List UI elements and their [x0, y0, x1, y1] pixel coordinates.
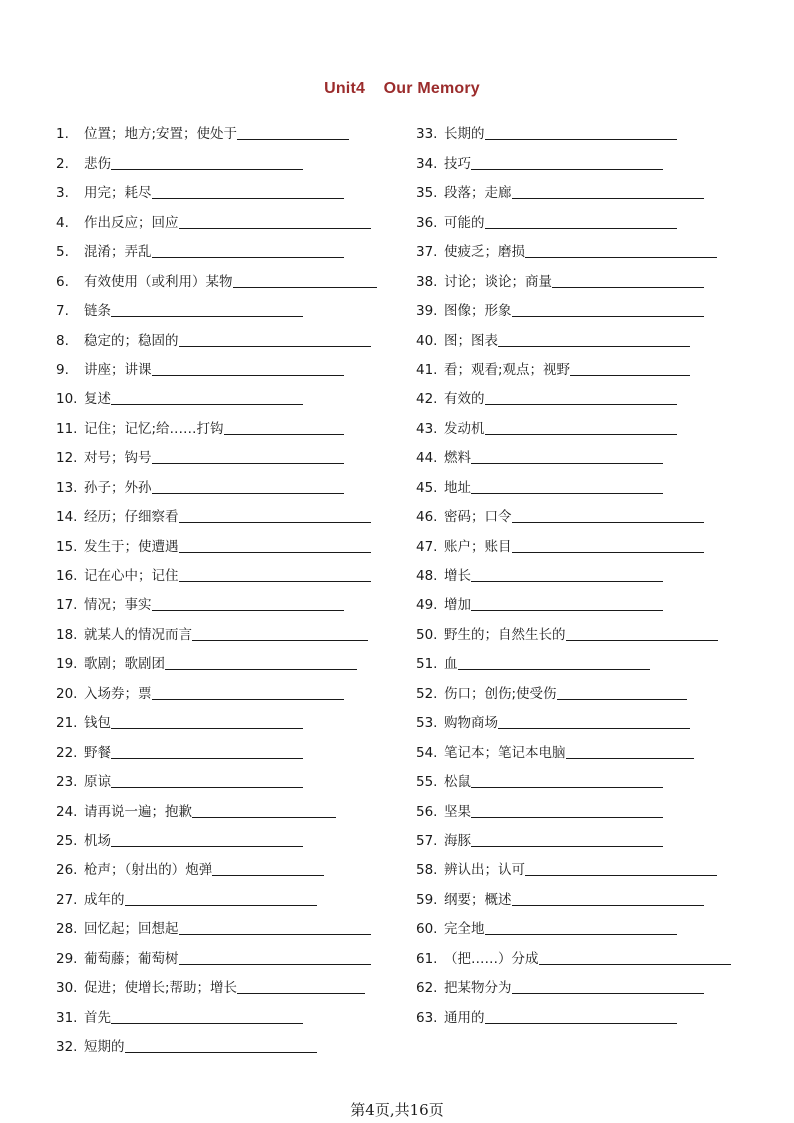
- item-meaning: 短期的: [84, 1039, 125, 1055]
- answer-blank-line[interactable]: [152, 463, 344, 464]
- answer-blank-line[interactable]: [152, 699, 344, 700]
- vocab-item: [416, 968, 756, 997]
- answer-blank-line[interactable]: [471, 169, 663, 170]
- vocab-item: [416, 202, 756, 231]
- vocab-item: [416, 173, 756, 202]
- item-number: 38.: [416, 273, 438, 290]
- answer-blank-line[interactable]: [125, 905, 317, 906]
- item-number: 11.: [56, 420, 78, 437]
- vocab-item: [56, 997, 396, 1026]
- item-number: 48.: [416, 568, 438, 584]
- item-meaning: 密码；口令: [444, 509, 512, 526]
- answer-blank-line[interactable]: [111, 404, 303, 405]
- answer-blank-line[interactable]: [485, 404, 677, 405]
- item-meaning: 技巧: [444, 155, 471, 172]
- item-number: 41.: [416, 361, 438, 378]
- item-number: 40.: [416, 332, 438, 349]
- answer-blank-line[interactable]: [152, 198, 344, 199]
- answer-blank-line[interactable]: [152, 610, 344, 611]
- item-number: 29.: [56, 950, 78, 967]
- answer-blank-line[interactable]: [570, 375, 690, 376]
- item-number: 3.: [56, 185, 69, 202]
- answer-blank-line[interactable]: [233, 287, 377, 288]
- item-meaning: 坚果: [444, 803, 471, 820]
- item-meaning: 看；观看;观点；视野: [444, 361, 571, 378]
- vocab-item: [416, 143, 756, 172]
- item-number: 27.: [56, 891, 78, 908]
- vocab-item: [416, 938, 756, 967]
- item-meaning: 入场券；票: [84, 685, 152, 702]
- answer-blank-line[interactable]: [566, 640, 718, 641]
- item-meaning: 对号；钩号: [84, 450, 152, 467]
- item-number: 2.: [56, 155, 69, 172]
- item-number: 13.: [56, 479, 78, 496]
- vocab-item: [56, 614, 396, 643]
- item-meaning: 原谅: [84, 774, 111, 791]
- item-meaning: 孙子；外孙: [84, 479, 152, 496]
- answer-blank-line[interactable]: [111, 728, 303, 729]
- vocab-item: [56, 585, 396, 614]
- item-meaning: 作出反应；回应: [84, 214, 179, 231]
- vocab-item: [416, 703, 756, 732]
- item-number: 37.: [416, 244, 438, 261]
- item-number: 53.: [416, 715, 438, 732]
- vocab-item: [416, 114, 756, 143]
- vocab-item: [56, 703, 396, 732]
- item-meaning: 使疲乏；磨损: [444, 244, 525, 261]
- vocab-item: [56, 938, 396, 967]
- item-meaning: 讨论；谈论；商量: [444, 273, 552, 290]
- item-meaning: 悲伤: [84, 155, 111, 172]
- item-number: 8.: [56, 332, 69, 349]
- right-column: [416, 114, 756, 1027]
- item-number: 23.: [56, 774, 78, 791]
- vocab-item: [56, 673, 396, 702]
- item-meaning: 就某人的情况而言: [84, 626, 192, 643]
- item-meaning: 图；图表: [444, 332, 498, 349]
- vocab-item: [56, 556, 396, 585]
- vocab-item: [56, 762, 396, 791]
- item-number: 59.: [416, 891, 438, 908]
- answer-blank-line[interactable]: [111, 169, 303, 170]
- answer-blank-line[interactable]: [179, 581, 371, 582]
- item-number: 12.: [56, 450, 78, 467]
- vocab-item: [56, 320, 396, 349]
- answer-blank-line[interactable]: [179, 228, 371, 229]
- vocab-item: [416, 762, 756, 791]
- answer-blank-line[interactable]: [485, 228, 677, 229]
- item-number: 46.: [416, 509, 438, 526]
- answer-blank-line[interactable]: [557, 699, 687, 700]
- item-meaning: 请再说一遍；抱歉: [84, 803, 192, 820]
- vocab-item: [56, 202, 396, 231]
- vocab-item: [56, 291, 396, 320]
- vocab-item: [56, 791, 396, 820]
- item-meaning: 账户；账目: [444, 538, 512, 555]
- vocab-item: [56, 379, 396, 408]
- vocab-item: [56, 173, 396, 202]
- answer-blank-line[interactable]: [512, 905, 704, 906]
- answer-blank-line[interactable]: [111, 1023, 303, 1024]
- item-meaning: 发动机: [444, 420, 485, 437]
- vocab-item: [416, 909, 756, 938]
- answer-blank-line[interactable]: [512, 316, 704, 317]
- item-number: 26.: [56, 862, 78, 879]
- item-meaning: 有效的: [444, 391, 485, 408]
- item-meaning: 混淆；弄乱: [84, 244, 152, 261]
- worksheet-title: Unit4 Our Memory: [324, 80, 480, 97]
- item-number: 17.: [56, 597, 78, 614]
- item-number: 44.: [416, 450, 438, 467]
- item-meaning: 地址: [444, 479, 471, 496]
- item-meaning: 辨认出；认可: [444, 862, 525, 879]
- answer-blank-line[interactable]: [458, 669, 650, 670]
- item-meaning: 回忆起；回想起: [84, 921, 179, 938]
- answer-blank-line[interactable]: [152, 257, 344, 258]
- answer-blank-line[interactable]: [552, 287, 704, 288]
- item-meaning: 首先: [84, 1009, 111, 1026]
- vocab-item: [416, 526, 756, 555]
- answer-blank-line[interactable]: [471, 610, 663, 611]
- answer-blank-line[interactable]: [237, 139, 349, 140]
- answer-blank-line[interactable]: [152, 493, 344, 494]
- answer-blank-line[interactable]: [512, 522, 704, 523]
- vocab-item: [416, 850, 756, 879]
- answer-blank-line[interactable]: [566, 758, 694, 759]
- answer-blank-line[interactable]: [471, 817, 663, 818]
- vocab-item: [56, 909, 396, 938]
- item-meaning: 链条: [84, 303, 111, 320]
- item-meaning: 有效使用（或利用）某物: [84, 273, 233, 290]
- item-meaning: 松鼠: [444, 774, 471, 791]
- answer-blank-line[interactable]: [498, 728, 690, 729]
- vocab-item: [416, 261, 756, 290]
- vocab-item: [416, 408, 756, 437]
- item-number: 32.: [56, 1039, 78, 1055]
- item-meaning: 增长: [444, 568, 471, 584]
- answer-blank-line[interactable]: [192, 817, 336, 818]
- item-number: 9.: [56, 361, 69, 378]
- answer-blank-line[interactable]: [471, 463, 663, 464]
- item-number: 14.: [56, 509, 78, 526]
- vocab-item: [56, 968, 396, 997]
- answer-blank-line[interactable]: [525, 875, 717, 876]
- item-number: 62.: [416, 980, 438, 997]
- answer-blank-line[interactable]: [485, 934, 677, 935]
- item-number: 39.: [416, 303, 438, 320]
- item-meaning: 通用的: [444, 1009, 485, 1026]
- item-meaning: 稳定的；稳固的: [84, 332, 179, 349]
- answer-blank-line[interactable]: [471, 846, 663, 847]
- vocab-item: [416, 644, 756, 673]
- item-number: 49.: [416, 597, 438, 614]
- answer-blank-line[interactable]: [485, 139, 677, 140]
- item-meaning: （把……）分成: [444, 950, 539, 967]
- answer-blank-line[interactable]: [179, 934, 371, 935]
- item-number: 33.: [416, 126, 438, 143]
- answer-blank-line[interactable]: [512, 993, 704, 994]
- item-number: 19.: [56, 656, 78, 673]
- item-meaning: 纲要；概述: [444, 891, 512, 908]
- answer-blank-line[interactable]: [539, 964, 731, 965]
- item-number: 15.: [56, 538, 78, 555]
- vocab-item: [416, 438, 756, 467]
- answer-blank-line[interactable]: [471, 581, 663, 582]
- item-meaning: 伤口；创伤;使受伤: [444, 685, 557, 702]
- item-meaning: 促进；使增长;帮助；增长: [84, 980, 238, 997]
- item-number: 58.: [416, 862, 438, 879]
- item-meaning: 段落；走廊: [444, 185, 512, 202]
- item-number: 61.: [416, 950, 438, 967]
- item-number: 18.: [56, 626, 78, 643]
- item-number: 4.: [56, 214, 69, 231]
- vocab-item: [56, 408, 396, 437]
- vocab-item: [56, 526, 396, 555]
- answer-blank-line[interactable]: [179, 346, 371, 347]
- answer-blank-line[interactable]: [224, 434, 344, 435]
- item-number: 1.: [56, 126, 69, 143]
- item-meaning: 经历；仔细察看: [84, 509, 179, 526]
- answer-blank-line[interactable]: [525, 257, 717, 258]
- item-meaning: 用完；耗尽: [84, 185, 152, 202]
- vocab-item: [416, 791, 756, 820]
- vocab-item: [56, 114, 396, 143]
- item-number: 57.: [416, 832, 438, 849]
- answer-blank-line[interactable]: [498, 346, 690, 347]
- answer-blank-line[interactable]: [179, 522, 371, 523]
- item-number: 54.: [416, 744, 438, 761]
- answer-blank-line[interactable]: [179, 552, 371, 553]
- answer-blank-line[interactable]: [485, 434, 677, 435]
- vocab-item: [56, 232, 396, 261]
- answer-blank-line[interactable]: [111, 787, 303, 788]
- vocab-item: [56, 467, 396, 496]
- item-meaning: 图像；形象: [444, 303, 512, 320]
- item-number: 34.: [416, 155, 438, 172]
- item-number: 22.: [56, 744, 78, 761]
- answer-blank-line[interactable]: [237, 993, 365, 994]
- vocab-item: [416, 379, 756, 408]
- answer-blank-line[interactable]: [125, 1052, 317, 1053]
- item-number: 10.: [56, 391, 78, 408]
- answer-blank-line[interactable]: [111, 316, 303, 317]
- answer-blank-line[interactable]: [165, 669, 357, 670]
- vocab-item: [416, 350, 756, 379]
- answer-blank-line[interactable]: [485, 1023, 677, 1024]
- item-meaning: 增加: [444, 597, 471, 614]
- item-meaning: 野餐: [84, 744, 111, 761]
- vocab-item: [56, 644, 396, 673]
- vocab-item: [416, 879, 756, 908]
- answer-blank-line[interactable]: [152, 375, 344, 376]
- vocab-item: [56, 821, 396, 850]
- item-meaning: 完全地: [444, 921, 485, 938]
- vocab-item: [416, 497, 756, 526]
- item-meaning: 机场: [84, 832, 111, 849]
- item-meaning: 野生的；自然生长的: [444, 626, 566, 643]
- vocab-item: [416, 291, 756, 320]
- item-meaning: 海豚: [444, 832, 471, 849]
- vocab-item: [416, 556, 756, 585]
- item-meaning: 成年的: [84, 891, 125, 908]
- item-meaning: 血: [444, 656, 458, 673]
- vocab-item: [416, 673, 756, 702]
- answer-blank-line[interactable]: [192, 640, 368, 641]
- item-meaning: 长期的: [444, 126, 485, 143]
- item-meaning: 购物商场: [444, 715, 498, 732]
- answer-blank-line[interactable]: [179, 964, 371, 965]
- answer-blank-line[interactable]: [512, 552, 704, 553]
- item-meaning: 位置；地方;安置；使处于: [84, 126, 238, 143]
- vocab-item: [416, 467, 756, 496]
- vocab-item: [56, 879, 396, 908]
- item-number: 5.: [56, 244, 69, 261]
- item-number: 50.: [416, 626, 438, 643]
- item-number: 21.: [56, 715, 78, 732]
- item-number: 24.: [56, 803, 78, 820]
- vocab-item: [416, 232, 756, 261]
- vocab-item: [56, 261, 396, 290]
- left-column: [56, 114, 396, 1056]
- item-number: 47.: [416, 538, 438, 555]
- item-meaning: 钱包: [84, 715, 111, 732]
- item-meaning: 葡萄藤；葡萄树: [84, 950, 179, 967]
- vocab-item: [416, 585, 756, 614]
- vocab-item: [416, 320, 756, 349]
- item-number: 16.: [56, 568, 78, 584]
- item-number: 25.: [56, 832, 78, 849]
- item-meaning: 可能的: [444, 214, 485, 231]
- vocab-item: [56, 850, 396, 879]
- item-meaning: 讲座；讲课: [84, 361, 152, 378]
- item-meaning: 歌剧；歌剧团: [84, 656, 165, 673]
- vocab-item: [56, 350, 396, 379]
- item-meaning: 枪声；（射出的）炮弹: [84, 862, 213, 879]
- item-number: 31.: [56, 1009, 78, 1026]
- vocab-item: [416, 821, 756, 850]
- item-number: 55.: [416, 774, 438, 791]
- vocab-item: [56, 143, 396, 172]
- item-number: 30.: [56, 980, 78, 997]
- item-number: 7.: [56, 303, 69, 320]
- item-number: 60.: [416, 921, 438, 938]
- item-number: 28.: [56, 921, 78, 938]
- vocab-item: [416, 732, 756, 761]
- item-number: 35.: [416, 185, 438, 202]
- item-number: 6.: [56, 273, 69, 290]
- item-number: 63.: [416, 1009, 438, 1026]
- vocab-item: [56, 732, 396, 761]
- item-meaning: 情况；事实: [84, 597, 152, 614]
- vocab-item: [56, 1027, 396, 1056]
- item-meaning: 记住；记忆;给……打钩: [84, 420, 224, 437]
- item-number: 43.: [416, 420, 438, 437]
- item-meaning: 复述: [84, 391, 111, 408]
- item-number: 45.: [416, 479, 438, 496]
- item-meaning: 发生于；使遭遇: [84, 538, 179, 555]
- item-meaning: 燃料: [444, 450, 471, 467]
- page-number: 第4页,共16页: [350, 1101, 444, 1119]
- vocab-item: [416, 614, 756, 643]
- vocab-item: [56, 497, 396, 526]
- item-number: 20.: [56, 685, 78, 702]
- item-meaning: 把某物分为: [444, 980, 512, 997]
- answer-blank-line[interactable]: [111, 758, 303, 759]
- item-meaning: 记在心中；记住: [84, 568, 179, 584]
- answer-blank-line[interactable]: [471, 493, 663, 494]
- item-number: 36.: [416, 214, 438, 231]
- answer-blank-line[interactable]: [212, 875, 324, 876]
- item-number: 51.: [416, 656, 438, 673]
- vocab-item: [56, 438, 396, 467]
- answer-blank-line[interactable]: [512, 198, 704, 199]
- answer-blank-line[interactable]: [111, 846, 303, 847]
- item-number: 56.: [416, 803, 438, 820]
- item-number: 52.: [416, 685, 438, 702]
- item-number: 42.: [416, 391, 438, 408]
- answer-blank-line[interactable]: [471, 787, 663, 788]
- vocab-item: [416, 997, 756, 1026]
- item-meaning: 笔记本；笔记本电脑: [444, 744, 566, 761]
